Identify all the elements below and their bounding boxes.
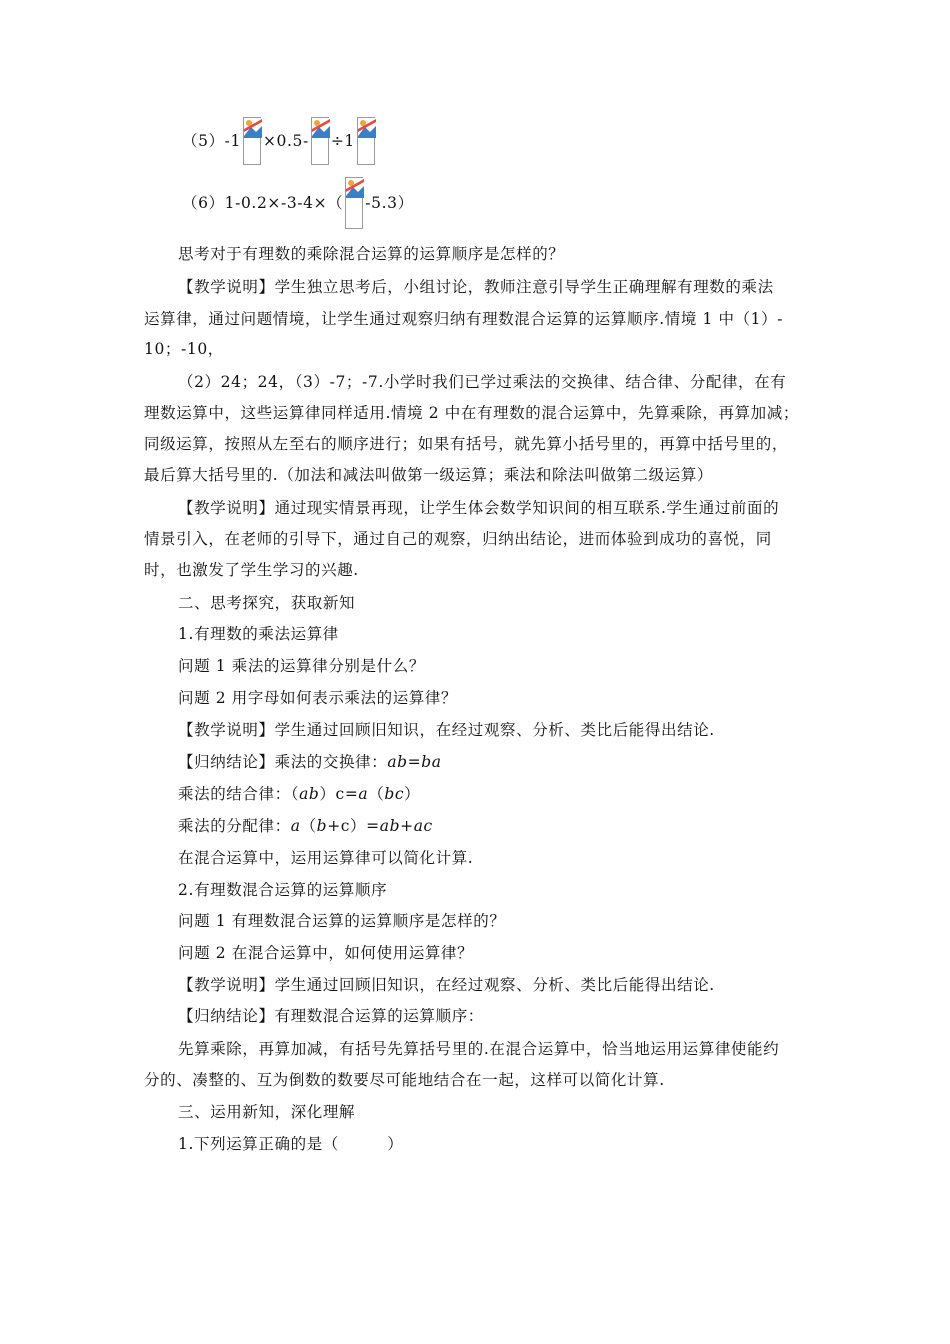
question-4: 问题 2 在混合运算中，如何使用运算律？ (178, 944, 474, 962)
associative-mid2: （ (368, 785, 385, 803)
section-heading-3: 三、运用新知，深化理解 (178, 1103, 356, 1121)
formula-5-part-b: ×0.5- (262, 132, 309, 150)
paragraph-answers-line-1: （2）24；24，（3）-7；-7.小学时我们已学过乘法的交换律、结合律、分配律，在有 (178, 373, 787, 391)
associative-label: 乘法的结合律：（ (178, 785, 300, 803)
teaching-note-2-line-1: 【教学说明】通过现实情景再现，让学生体会数学知识间的相互联系.学生通过前面的 (178, 499, 780, 517)
formula-5-part-c: ÷1 (330, 132, 355, 150)
distributive-b: b (316, 817, 328, 835)
distributive-plus: + (400, 817, 414, 835)
formula-6-part-a: （6）1-0.2×-3-4×（ (182, 194, 344, 212)
paragraph-think: 思考对于有理数的乘除混合运算的运算顺序是怎样的？ (178, 245, 565, 263)
associative-post: ） (404, 785, 421, 803)
subsection-heading-2-1: 1.有理数的乘法运算律 (178, 625, 339, 643)
distributive-ac: ac (413, 817, 433, 835)
teaching-note-2-line-3: 时，也激发了学生学习的兴趣. (144, 561, 359, 579)
question-1: 问题 1 乘法的运算律分别是什么？ (178, 657, 425, 675)
broken-image-icon (345, 177, 363, 229)
distributive-mid2: +c）= (327, 817, 380, 835)
paragraph-answers-line-3: 同级运算，按照从左至右的顺序进行；如果有括号，就先算小括号里的，再算中括号里的， (144, 435, 789, 453)
associative-mid: ）c= (319, 785, 359, 803)
associative-ab: ab (299, 785, 320, 803)
teaching-note-3: 【教学说明】学生通过回顾旧知识，在经过观察、分析、类比后能得出结论. (178, 721, 715, 739)
distributive-mid: （ (300, 817, 317, 835)
teaching-note-1-line-1: 【教学说明】学生独立思考后，小组讨论，教师注意引导学生正确理解有理数的乘法 (178, 278, 774, 296)
section-heading-2: 二、思考探究，获取新知 (178, 594, 356, 612)
subsection-heading-2-2: 2.有理数混合运算的运算顺序 (178, 881, 388, 899)
formula-6 (182, 177, 414, 229)
teaching-note-1-line-2: 运算律，通过问题情境，让学生通过观察归纳有理数混合运算的运算顺序.情境 1 中（1）- (144, 310, 784, 328)
broken-image-icon (243, 117, 261, 165)
commutative-formula: ab=ba (387, 753, 442, 771)
broken-image-icon (311, 117, 329, 165)
conclusion-simplify: 在混合运算中，运用运算律可以简化计算. (178, 849, 474, 867)
distributive-label: 乘法的分配律： (178, 817, 291, 835)
paragraph-order-line-1: 先算乘除，再算加减，有括号先算括号里的.在混合运算中，恰当地运用运算律使能约 (178, 1040, 780, 1058)
conclusion-order: 【归纳结论】有理数混合运算的运算顺序： (178, 1007, 484, 1025)
associative-bc: bc (384, 785, 405, 803)
formula-5 (182, 117, 377, 165)
teaching-note-4: 【教学说明】学生通过回顾旧知识，在经过观察、分析、类比后能得出结论. (178, 976, 715, 994)
formula-5-part-a: （5）-1 (182, 132, 241, 150)
broken-image-icon (357, 117, 375, 165)
question-2: 问题 2 用字母如何表示乘法的运算律？ (178, 689, 458, 707)
paragraph-answers-line-2: 理数运算中，这些运算律同样适用.情境 2 中在有理数的混合运算中，先算乘除，再算加减； (144, 404, 799, 422)
distributive-ab: ab (379, 817, 401, 835)
question-3: 问题 1 有理数混合运算的运算顺序是怎样的？ (178, 912, 506, 930)
conclusion-commutative-label: 【归纳结论】乘法的交换律： (178, 753, 388, 771)
teaching-note-2-line-2: 情景引入，在老师的引导下，通过自己的观察，归纳出结论，进而体验到成功的喜悦，同 (144, 530, 772, 548)
exercise-1: 1.下列运算正确的是（ ） (178, 1135, 404, 1153)
distributive-a: a (290, 817, 301, 835)
associative-a: a (358, 785, 369, 803)
formula-6-part-b: -5.3） (365, 194, 414, 212)
conclusion-distributive (178, 816, 433, 836)
teaching-note-1-line-3: 10；-10， (144, 340, 224, 358)
conclusion-commutative (178, 752, 442, 772)
conclusion-associative (178, 784, 420, 804)
paragraph-order-line-2: 分的、凑整的、互为倒数的数要尽可能地结合在一起，这样可以简化计算. (144, 1071, 665, 1089)
paragraph-answers-line-4: 最后算大括号里的.（加法和减法叫做第一级运算；乘法和除法叫做第二级运算） (144, 466, 714, 484)
